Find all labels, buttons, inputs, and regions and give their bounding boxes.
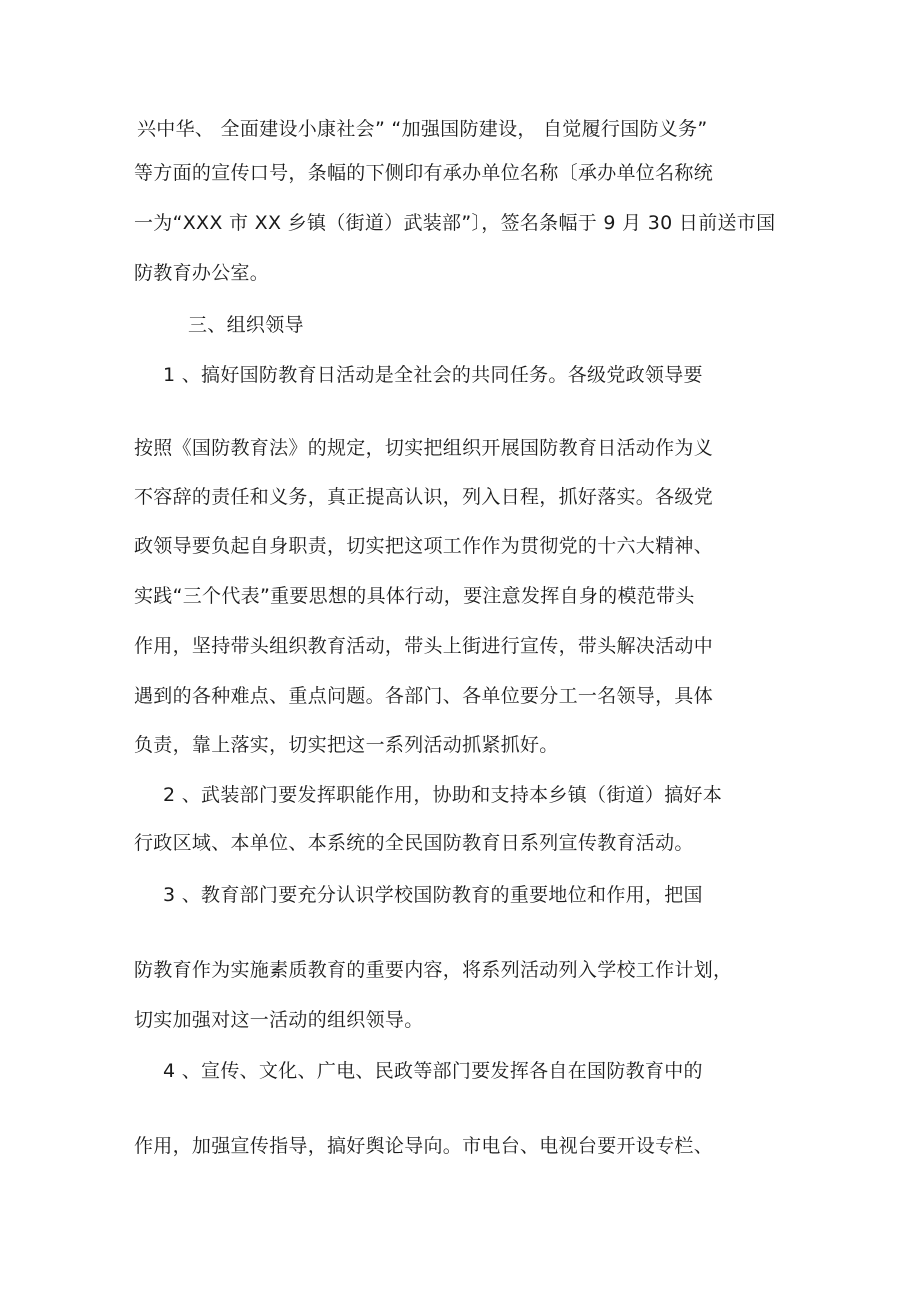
text-line: 一为“XXX 市 XX 乡镇（街道）武装部”〕，签名条幅于 9 月 30 日前送市国	[134, 212, 776, 234]
text-line: 实践“三个代表”重要思想的具体行动，要注意发挥自身的模范带头	[134, 585, 695, 607]
text-line: 负责，靠上落实，切实把这一系列活动抓紧抓好。	[134, 734, 559, 756]
text-line: 按照《国防教育法》的规定，切实把组织开展国防教育日活动作为义	[134, 437, 714, 459]
text-line: 3 、教育部门要充分认识学校国防教育的重要地位和作用，把国	[163, 884, 703, 906]
text-line: 2 、武装部门要发挥职能作用，协助和支持本乡镇（街道）搞好本	[163, 784, 723, 806]
text-line: 防教育作为实施素质教育的重要内容，将系列活动列入学校工作计划，	[134, 959, 733, 981]
section-heading: 三、组织领导	[188, 314, 304, 336]
text-line: 遇到的各种难点、重点问题。各部门、各单位要分工一名领导，具体	[134, 685, 714, 707]
text-line: 作用，加强宣传指导，搞好舆论导向。市电台、电视台要开设专栏、	[134, 1135, 714, 1157]
text-line: 防教育办公室。	[134, 262, 270, 284]
text-line: 作用，坚持带头组织教育活动，带头上街进行宣传，带头解决活动中	[134, 635, 714, 657]
text-line: 4 、宣传、文化、广电、民政等部门要发挥各自在国防教育中的	[163, 1060, 703, 1082]
text-line: 1 、搞好国防教育日活动是全社会的共同任务。各级党政领导要	[163, 364, 703, 386]
text-line: 政领导要负起自身职责，切实把这项工作作为贯彻党的十六大精神、	[134, 535, 714, 557]
text-line: 等方面的宣传口号，条幅的下侧印有承办单位名称〔承办单位名称统	[134, 162, 714, 184]
text-line: 行政区域、本单位、本系统的全民国防教育日系列宣传教育活动。	[134, 832, 694, 854]
text-line: 切实加强对这一活动的组织领导。	[134, 1009, 424, 1031]
text-line: 兴中华、 全面建设小康社会” “加强国防建设， 自觉履行国防义务”	[137, 118, 708, 140]
text-line: 不容辞的责任和义务，真正提高认识，列入日程，抓好落实。各级党	[134, 486, 714, 508]
